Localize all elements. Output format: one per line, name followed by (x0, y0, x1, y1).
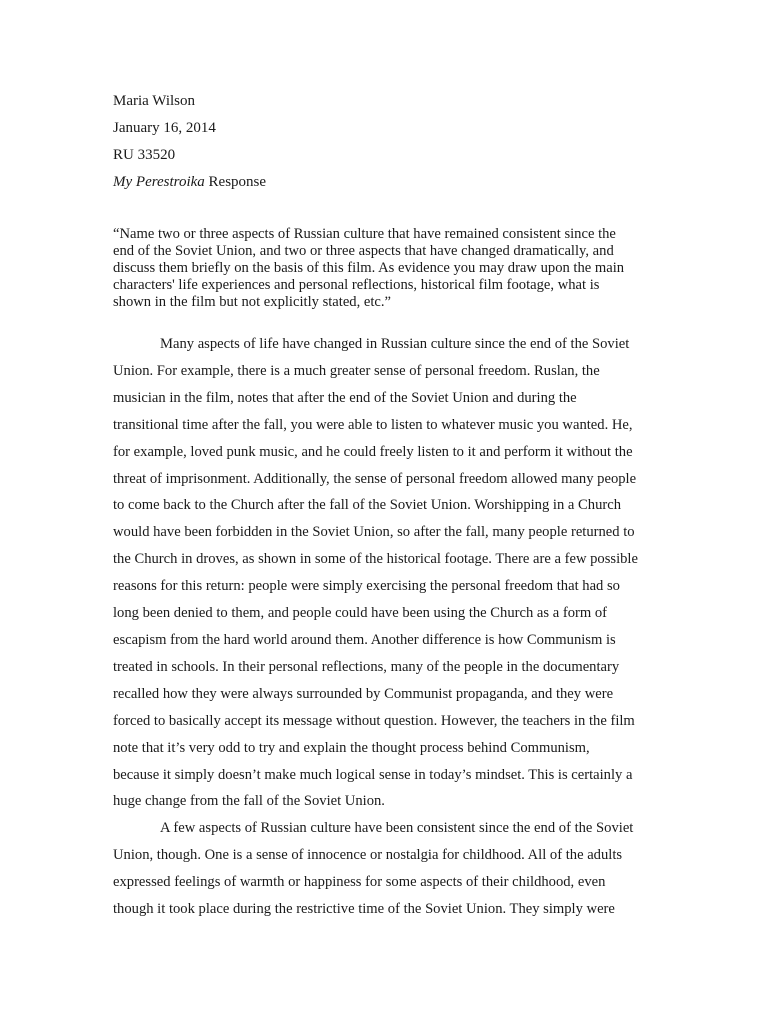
text-line: treated in schools. In their personal reflections, many of the people in the documentary (113, 658, 620, 675)
text-line: Union. For example, there is a much greater sense of personal freedom. Ruslan, the (113, 362, 600, 379)
document-title (113, 169, 673, 196)
prompt-line: discuss them briefly on the basis of this film. As evidence you may draw upon the main (113, 259, 625, 276)
document-header (113, 88, 673, 196)
text-line: to come back to the Church after the fall of the Soviet Union. Worshipping in a Church (113, 497, 622, 514)
text-line: musician in the film, notes that after the end of the Soviet Union and during the (113, 389, 577, 406)
title-suffix: Response (204, 174, 267, 190)
text-line: note that it’s very odd to try and explain the thought process behind Communism, (113, 739, 590, 756)
text-line: escapism from the hard world around them. Another difference is how Communism is (113, 631, 616, 648)
prompt-line: shown in the film but not explicitly stated, etc.” (113, 293, 392, 310)
text-line: forced to basically accept its message without question. However, the teachers in the film (113, 712, 635, 729)
assignment-prompt (113, 226, 661, 311)
text-line: though it took place during the restrictive time of the Soviet Union. They simply were (113, 901, 615, 918)
text-line: expressed feelings of warmth or happiness for some aspects of their childhood, even (113, 874, 606, 891)
course-code: RU 33520 (113, 147, 176, 163)
document-date: January 16, 2014 (113, 120, 216, 136)
paragraph-consistencies (113, 815, 661, 923)
prompt-line: characters' life experiences and personal reflections, historical film footage, what is (113, 276, 600, 293)
text-line: huge change from the fall of the Soviet Union. (113, 793, 385, 810)
essay-body (113, 331, 661, 923)
film-title: My Perestroika (113, 174, 205, 190)
text-line: would have been forbidden in the Soviet Union, so after the fall, many people returned to (113, 524, 635, 541)
prompt-line: end of the Soviet Union, and two or three aspects that have changed dramatically, and (113, 242, 614, 259)
text-line: because it simply doesn’t make much logical sense in today’s mindset. This is certainly a (113, 766, 633, 783)
text-line: recalled how they were always surrounded by Communist propaganda, and they were (113, 685, 614, 702)
paragraph-changes (113, 331, 661, 815)
text-line: Union, though. One is a sense of innocence or nostalgia for childhood. All of the adults (113, 847, 623, 864)
text-line: threat of imprisonment. Additionally, the sense of personal freedom allowed many people (113, 470, 637, 487)
text-line: the Church in droves, as shown in some of the historical footage. There are a few possible (113, 551, 638, 568)
text-line: A few aspects of Russian culture have been consistent since the end of the Soviet (160, 820, 634, 837)
prompt-line: “Name two or three aspects of Russian culture that have remained consistent since the (113, 226, 616, 242)
author-name: Maria Wilson (113, 93, 196, 109)
text-line: transitional time after the fall, you were able to listen to whatever music you wanted. He, (113, 416, 633, 433)
text-line: reasons for this return: people were simply exercising the personal freedom that had so (113, 578, 620, 595)
text-line: Many aspects of life have changed in Russian culture since the end of the Soviet (160, 336, 630, 352)
text-line: long been denied to them, and people could have been using the Church as a form of (113, 605, 608, 622)
text-line: for example, loved punk music, and he could freely listen to it and perform it without the (113, 443, 633, 460)
